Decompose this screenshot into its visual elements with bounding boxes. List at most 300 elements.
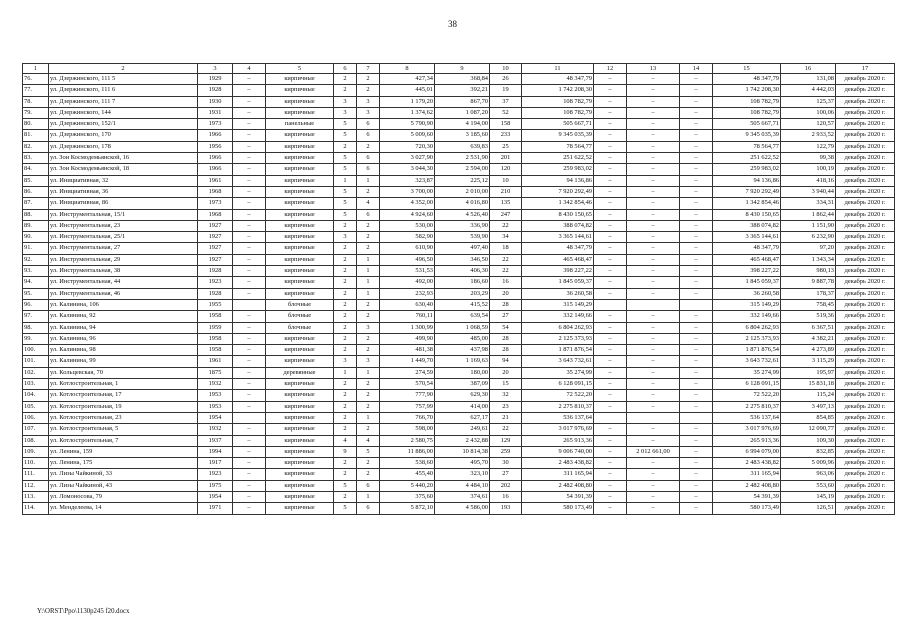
cell-living-area: 4 484,10: [435, 480, 490, 491]
cell-row-number: 107.: [23, 424, 49, 435]
cell-wall-material: кирпичные: [266, 435, 334, 446]
cell-living-area: 485,00: [435, 333, 490, 344]
cell-row-number: 76.: [23, 74, 49, 85]
cell-cost-per-sqm: 178,37: [781, 288, 836, 299]
cell-owner-share: –: [680, 424, 713, 435]
table-row: [23, 503, 895, 514]
cell-residents: 22: [490, 220, 522, 231]
cell-residents: 30: [490, 458, 522, 469]
cell-region-share: –: [627, 96, 680, 107]
table-row: [23, 232, 895, 243]
cell-total-cost: 388 074,82: [522, 220, 594, 231]
cell-entrances: 3: [357, 107, 380, 118]
cell-entrances: 2: [357, 424, 380, 435]
cell-floors: 2: [334, 220, 357, 231]
cell-address: ул. Ломоносова, 79: [49, 491, 198, 502]
cell-living-area: 225,12: [435, 175, 490, 186]
cell-floors: 2: [334, 266, 357, 277]
cell-cost-per-sqm: 4 273,89: [781, 345, 836, 356]
cell-owner-funds: 259 983,02: [713, 164, 781, 175]
cell-fund-share: [594, 299, 627, 310]
cell-owner-funds: 35 274,99: [713, 367, 781, 378]
cell-wall-material: панельные: [266, 119, 334, 130]
cell-cost-per-sqm: 418,16: [781, 175, 836, 186]
cell-region-share: –: [627, 119, 680, 130]
cell-total-area: 455,40: [380, 469, 435, 480]
cell-fund-share: –: [594, 220, 627, 231]
cell-owner-share: –: [680, 277, 713, 288]
cell-living-area: 336,90: [435, 220, 490, 231]
cell-entrances: 6: [357, 119, 380, 130]
cell-year-built: 1973: [198, 198, 233, 209]
cell-fund-share: –: [594, 198, 627, 209]
cell-year-rebuilt: –: [233, 141, 266, 152]
cell-address: ул. Котлостроительная, 17: [49, 390, 198, 401]
cell-row-number: 96.: [23, 299, 49, 310]
cell-entrances: 2: [357, 469, 380, 480]
cell-total-cost: 311 165,94: [522, 469, 594, 480]
cell-residents: 247: [490, 209, 522, 220]
cell-year-built: 1953: [198, 390, 233, 401]
cell-entrances: 1: [357, 175, 380, 186]
cell-owner-share: –: [680, 209, 713, 220]
cell-residents: 135: [490, 198, 522, 209]
cell-cost-per-sqm: 12 090,77: [781, 424, 836, 435]
cell-floors: 2: [334, 322, 357, 333]
cell-address: ул. Дзержинского, 111 7: [49, 96, 198, 107]
cell-living-area: 323,10: [435, 469, 490, 480]
cell-wall-material: кирпичные: [266, 243, 334, 254]
cell-floors: 9: [334, 446, 357, 457]
cell-planned-date: декабрь 2020 г.: [836, 175, 895, 186]
cell-row-number: 84.: [23, 164, 49, 175]
cell-owner-share: –: [680, 220, 713, 231]
cell-address: ул. Котлостроительная, 19: [49, 401, 198, 412]
cell-year-built: 1958: [198, 311, 233, 322]
cell-living-area: 249,61: [435, 424, 490, 435]
cell-owner-share: –: [680, 367, 713, 378]
cell-planned-date: декабрь 2020 г.: [836, 345, 895, 356]
cell-row-number: 77.: [23, 85, 49, 96]
cell-year-rebuilt: –: [233, 491, 266, 502]
cell-year-built: 1971: [198, 503, 233, 514]
cell-owner-funds: 1 871 876,54: [713, 345, 781, 356]
cell-living-area: 387,09: [435, 379, 490, 390]
cell-address: ул. Зои Космодемьянской, 18: [49, 164, 198, 175]
cell-fund-share: –: [594, 379, 627, 390]
cell-year-rebuilt: –: [233, 446, 266, 457]
cell-fund-share: –: [594, 458, 627, 469]
cell-residents: 129: [490, 435, 522, 446]
cell-entrances: 2: [357, 232, 380, 243]
cell-planned-date: декабрь 2020 г.: [836, 322, 895, 333]
cell-address: ул. Лизы Чайкиной, 33: [49, 469, 198, 480]
cell-wall-material: блочные: [266, 322, 334, 333]
cell-total-area: 375,60: [380, 491, 435, 502]
cell-planned-date: декабрь 2020 г.: [836, 356, 895, 367]
cell-planned-date: декабрь 2020 г.: [836, 311, 895, 322]
cell-owner-share: –: [680, 401, 713, 412]
cell-floors: 2: [334, 390, 357, 401]
cell-address: ул. Лизы Чайкиной, 43: [49, 480, 198, 491]
cell-residents: 28: [490, 345, 522, 356]
cell-address: ул. Дзержинского, 144: [49, 107, 198, 118]
cell-region-share: –: [627, 390, 680, 401]
cell-fund-share: –: [594, 480, 627, 491]
cell-total-area: 598,00: [380, 424, 435, 435]
cell-year-rebuilt: –: [233, 367, 266, 378]
cell-year-built: 1973: [198, 119, 233, 130]
cell-fund-share: –: [594, 503, 627, 514]
cell-region-share: –: [627, 424, 680, 435]
cell-living-area: 629,30: [435, 390, 490, 401]
table-row: [23, 424, 895, 435]
cell-cost-per-sqm: 758,45: [781, 299, 836, 310]
cell-cost-per-sqm: 109,30: [781, 435, 836, 446]
cell-floors: 2: [334, 311, 357, 322]
cell-row-number: 80.: [23, 119, 49, 130]
cell-region-share: –: [627, 186, 680, 197]
cell-year-built: 1917: [198, 458, 233, 469]
cell-year-built: 1966: [198, 153, 233, 164]
cell-owner-funds: 6 804 262,93: [713, 322, 781, 333]
cell-total-cost: 2 482 408,80: [522, 480, 594, 491]
table-row: [23, 412, 895, 423]
cell-year-built: 1875: [198, 367, 233, 378]
cell-address: ул. Инструментальная, 25/1: [49, 232, 198, 243]
cell-planned-date: декабрь 2020 г.: [836, 198, 895, 209]
cell-entrances: 2: [357, 311, 380, 322]
cell-owner-funds: 465 468,47: [713, 254, 781, 265]
cell-entrances: 6: [357, 503, 380, 514]
cell-living-area: 186,60: [435, 277, 490, 288]
cell-entrances: 6: [357, 209, 380, 220]
cell-year-rebuilt: –: [233, 424, 266, 435]
cell-year-built: 1932: [198, 379, 233, 390]
column-number-8: 8: [380, 64, 435, 74]
cell-address: ул. Ленина, 159: [49, 446, 198, 457]
cell-region-share: –: [627, 503, 680, 514]
cell-floors: 3: [334, 96, 357, 107]
cell-living-area: 203,29: [435, 288, 490, 299]
column-number-5: 5: [266, 64, 334, 74]
cell-owner-share: –: [680, 322, 713, 333]
cell-total-cost: 465 468,47: [522, 254, 594, 265]
cell-address: ул. Инструментальная, 27: [49, 243, 198, 254]
table-row: [23, 288, 895, 299]
cell-floors: 5: [334, 209, 357, 220]
cell-address: ул. Инициативная, 32: [49, 175, 198, 186]
cell-wall-material: кирпичные: [266, 266, 334, 277]
cell-owner-share: –: [680, 164, 713, 175]
cell-floors: 5: [334, 130, 357, 141]
cell-fund-share: –: [594, 141, 627, 152]
cell-total-cost: 35 274,99: [522, 367, 594, 378]
cell-living-area: 539,90: [435, 232, 490, 243]
cell-residents: 22: [490, 424, 522, 435]
cell-residents: 23: [490, 401, 522, 412]
cell-row-number: 101.: [23, 356, 49, 367]
cell-year-rebuilt: [233, 412, 266, 423]
cell-entrances: 4: [357, 198, 380, 209]
cell-year-built: 1958: [198, 345, 233, 356]
cell-planned-date: декабрь 2020 г.: [836, 130, 895, 141]
cell-cost-per-sqm: 1 151,90: [781, 220, 836, 231]
cell-total-cost: 332 149,66: [522, 311, 594, 322]
cell-planned-date: декабрь 2020 г.: [836, 469, 895, 480]
cell-cost-per-sqm: 145,19: [781, 491, 836, 502]
cell-residents: 94: [490, 356, 522, 367]
cell-owner-share: –: [680, 266, 713, 277]
cell-fund-share: –: [594, 96, 627, 107]
cell-owner-funds: 1 742 208,30: [713, 85, 781, 96]
cell-floors: 1: [334, 367, 357, 378]
cell-wall-material: кирпичные: [266, 288, 334, 299]
cell-planned-date: декабрь 2020 г.: [836, 424, 895, 435]
cell-planned-date: декабрь 2020 г.: [836, 390, 895, 401]
cell-owner-share: [680, 299, 713, 310]
cell-living-area: 180,00: [435, 367, 490, 378]
cell-entrances: 2: [357, 401, 380, 412]
cell-total-area: 323,87: [380, 175, 435, 186]
cell-owner-share: –: [680, 446, 713, 457]
cell-region-share: –: [627, 198, 680, 209]
cell-year-rebuilt: –: [233, 107, 266, 118]
cell-cost-per-sqm: 9 887,78: [781, 277, 836, 288]
cell-row-number: 106.: [23, 412, 49, 423]
table-row: [23, 153, 895, 164]
cell-cost-per-sqm: 15 831,18: [781, 379, 836, 390]
cell-total-cost: 3 643 732,61: [522, 356, 594, 367]
cell-fund-share: –: [594, 107, 627, 118]
cell-floors: 5: [334, 503, 357, 514]
table-row: [23, 367, 895, 378]
cell-year-rebuilt: –: [233, 379, 266, 390]
cell-total-cost: 72 522,20: [522, 390, 594, 401]
cell-owner-share: –: [680, 356, 713, 367]
cell-region-share: 2 012 661,00: [627, 446, 680, 457]
cell-region-share: –: [627, 480, 680, 491]
cell-living-area: 406,30: [435, 266, 490, 277]
cell-owner-share: –: [680, 130, 713, 141]
cell-region-share: –: [627, 266, 680, 277]
cell-region-share: –: [627, 345, 680, 356]
cell-cost-per-sqm: 3 115,29: [781, 356, 836, 367]
cell-year-rebuilt: –: [233, 277, 266, 288]
cell-owner-funds: 2 275 810,37: [713, 401, 781, 412]
cell-total-area: 5 009,60: [380, 130, 435, 141]
cell-year-rebuilt: –: [233, 164, 266, 175]
cell-address: ул. Калинина, 92: [49, 311, 198, 322]
cell-total-area: 481,38: [380, 345, 435, 356]
cell-living-area: 415,52: [435, 299, 490, 310]
cell-fund-share: –: [594, 164, 627, 175]
cell-entrances: 2: [357, 379, 380, 390]
cell-floors: 2: [334, 345, 357, 356]
cell-entrances: 3: [357, 96, 380, 107]
cell-total-area: 4 924,60: [380, 209, 435, 220]
cell-planned-date: декабрь 2020 г.: [836, 85, 895, 96]
cell-entrances: 6: [357, 480, 380, 491]
cell-entrances: 3: [357, 356, 380, 367]
cell-owner-share: –: [680, 107, 713, 118]
cell-total-area: 531,53: [380, 266, 435, 277]
cell-floors: 2: [334, 254, 357, 265]
cell-cost-per-sqm: 6 367,51: [781, 322, 836, 333]
table-row: [23, 254, 895, 265]
cell-planned-date: декабрь 2020 г.: [836, 288, 895, 299]
cell-entrances: 2: [357, 333, 380, 344]
cell-floors: 2: [334, 141, 357, 152]
cell-living-area: 392,21: [435, 85, 490, 96]
cell-row-number: 82.: [23, 141, 49, 152]
cell-region-share: –: [627, 333, 680, 344]
cell-living-area: 2 010,00: [435, 186, 490, 197]
cell-fund-share: –: [594, 424, 627, 435]
cell-wall-material: кирпичные: [266, 379, 334, 390]
cell-cost-per-sqm: 195,97: [781, 367, 836, 378]
cell-living-area: 346,50: [435, 254, 490, 265]
table-row: [23, 85, 895, 96]
cell-floors: 2: [334, 424, 357, 435]
cell-entrances: 1: [357, 254, 380, 265]
cell-total-area: 492,00: [380, 277, 435, 288]
cell-total-cost: 6 804 262,93: [522, 322, 594, 333]
table-row: [23, 119, 895, 130]
cell-address: ул. Инструментальная, 23: [49, 220, 198, 231]
column-number-9: 9: [435, 64, 490, 74]
cell-cost-per-sqm: 99,38: [781, 153, 836, 164]
cell-owner-share: –: [680, 379, 713, 390]
cell-region-share: –: [627, 209, 680, 220]
cell-fund-share: –: [594, 469, 627, 480]
column-number-2: 2: [49, 64, 198, 74]
cell-total-area: 766,70: [380, 412, 435, 423]
cell-cost-per-sqm: 115,24: [781, 390, 836, 401]
cell-total-cost: 54 391,39: [522, 491, 594, 502]
cell-fund-share: –: [594, 333, 627, 344]
cell-wall-material: кирпичные: [266, 85, 334, 96]
cell-year-built: 1928: [198, 85, 233, 96]
cell-floors: 2: [334, 288, 357, 299]
cell-owner-share: –: [680, 480, 713, 491]
cell-row-number: 91.: [23, 243, 49, 254]
cell-row-number: 97.: [23, 311, 49, 322]
cell-year-built: 1961: [198, 175, 233, 186]
cell-region-share: –: [627, 435, 680, 446]
cell-total-area: 1 449,70: [380, 356, 435, 367]
cell-entrances: 1: [357, 412, 380, 423]
cell-year-rebuilt: –: [233, 401, 266, 412]
cell-wall-material: кирпичные: [266, 412, 334, 423]
cell-planned-date: декабрь 2020 г.: [836, 401, 895, 412]
cell-year-built: 1927: [198, 220, 233, 231]
cell-fund-share: –: [594, 288, 627, 299]
column-number-17: 17: [836, 64, 895, 74]
cell-residents: 10: [490, 175, 522, 186]
cell-total-cost: 9 006 740,00: [522, 446, 594, 457]
cell-row-number: 87.: [23, 198, 49, 209]
cell-year-rebuilt: –: [233, 458, 266, 469]
cell-residents: 210: [490, 186, 522, 197]
cell-year-built: 1931: [198, 107, 233, 118]
cell-row-number: 95.: [23, 288, 49, 299]
column-number-1: 1: [23, 64, 49, 74]
cell-floors: 3: [334, 107, 357, 118]
cell-entrances: 2: [357, 458, 380, 469]
cell-region-share: –: [627, 164, 680, 175]
cell-total-cost: 505 667,71: [522, 119, 594, 130]
cell-floors: 2: [334, 333, 357, 344]
cell-total-cost: 36 260,58: [522, 288, 594, 299]
cell-total-area: 499,90: [380, 333, 435, 344]
cell-total-cost: 3 017 976,69: [522, 424, 594, 435]
cell-planned-date: декабрь 2020 г.: [836, 119, 895, 130]
cell-region-share: –: [627, 491, 680, 502]
cell-address: ул. Калинина, 106: [49, 299, 198, 310]
cell-planned-date: декабрь 2020 г.: [836, 367, 895, 378]
cell-entrances: 2: [357, 390, 380, 401]
column-number-13: 13: [627, 64, 680, 74]
cell-year-built: 1958: [198, 333, 233, 344]
cell-year-built: 1937: [198, 435, 233, 446]
cell-entrances: 3: [357, 322, 380, 333]
cell-residents: 16: [490, 491, 522, 502]
cell-owner-funds: 6 128 091,15: [713, 379, 781, 390]
cell-wall-material: блочные: [266, 299, 334, 310]
cell-owner-funds: 315 149,29: [713, 299, 781, 310]
cell-total-cost: 315 149,29: [522, 299, 594, 310]
cell-residents: 15: [490, 379, 522, 390]
cell-planned-date: декабрь 2020 г.: [836, 277, 895, 288]
cell-region-share: –: [627, 107, 680, 118]
cell-address: ул. Котлостроительная, 5: [49, 424, 198, 435]
cell-floors: 5: [334, 153, 357, 164]
table-row: [23, 74, 895, 85]
cell-floors: 2: [334, 412, 357, 423]
cell-row-number: 92.: [23, 254, 49, 265]
table-row: [23, 220, 895, 231]
cell-floors: 2: [334, 491, 357, 502]
cell-year-built: 1927: [198, 254, 233, 265]
cell-year-rebuilt: –: [233, 345, 266, 356]
cell-address: ул. Дзержинского, 178: [49, 141, 198, 152]
cell-region-share: [627, 412, 680, 423]
cell-owner-share: –: [680, 345, 713, 356]
cell-total-area: 530,00: [380, 220, 435, 231]
cell-row-number: 83.: [23, 153, 49, 164]
cell-fund-share: –: [594, 209, 627, 220]
cell-total-cost: 108 782,79: [522, 96, 594, 107]
cell-floors: 5: [334, 198, 357, 209]
cell-address: ул. Котлостроительная, 1: [49, 379, 198, 390]
table-row: [23, 379, 895, 390]
table-row: [23, 469, 895, 480]
cell-address: ул. Ленина, 175: [49, 458, 198, 469]
table-row: [23, 209, 895, 220]
cell-region-share: –: [627, 379, 680, 390]
cell-row-number: 102.: [23, 367, 49, 378]
cell-year-built: 1932: [198, 424, 233, 435]
cell-owner-funds: 2 125 373,93: [713, 333, 781, 344]
column-number-10: 10: [490, 64, 522, 74]
cell-floors: 2: [334, 299, 357, 310]
table-body: [23, 64, 895, 515]
cell-year-built: 1956: [198, 141, 233, 152]
cell-cost-per-sqm: 4 382,21: [781, 333, 836, 344]
cell-planned-date: декабрь 2020 г.: [836, 446, 895, 457]
column-number-14: 14: [680, 64, 713, 74]
